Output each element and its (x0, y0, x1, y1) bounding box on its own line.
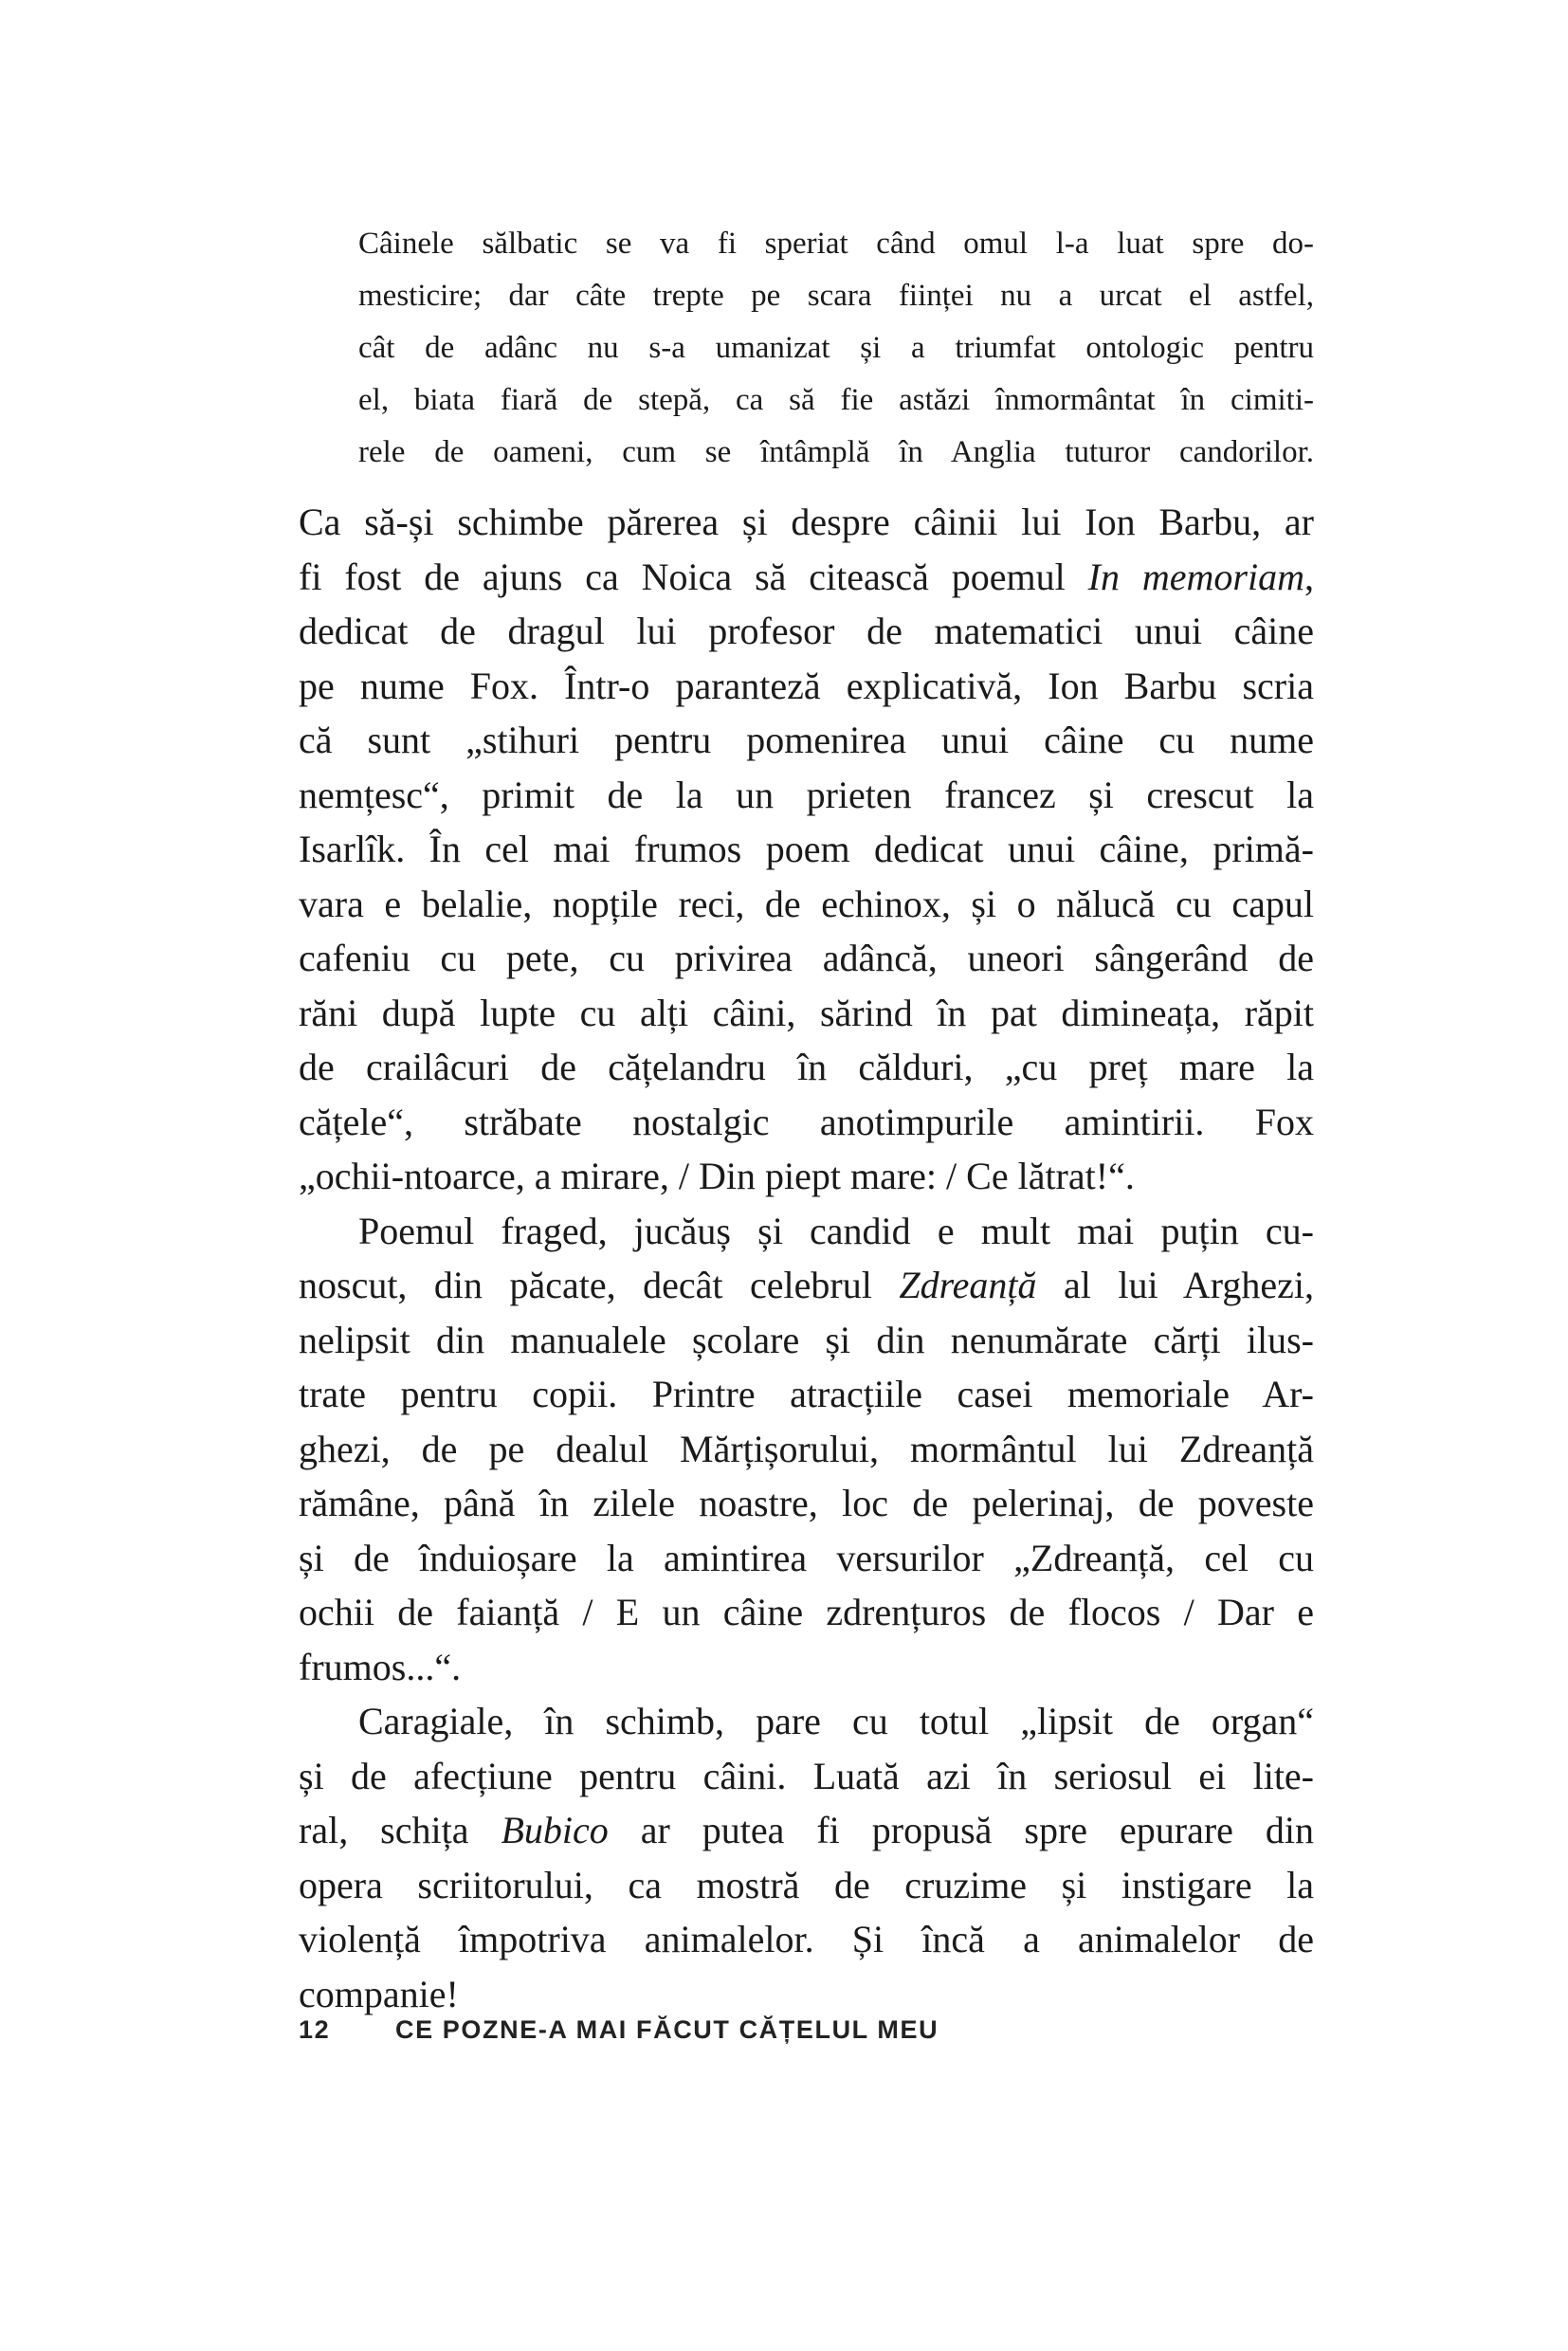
text-segment: Ca să-și schimbe părerea și despre câinii lui Ion Barbu, ar (299, 501, 1314, 543)
text-segment: de crailâcuri de cățelandru în călduri, „cu preț mare la (299, 1046, 1314, 1088)
text-line (299, 1204, 1314, 1259)
text-segment: al lui Arghezi, (1036, 1264, 1314, 1306)
text-segment: noscut, din păcate, decât celebrul (299, 1264, 900, 1306)
quote-line: rele de oameni, cum se întâmplă în Anglia tuturor candorilor. (358, 435, 1314, 469)
block-quote (358, 218, 1314, 479)
italic-title: Zdreanță (899, 1264, 1037, 1306)
text-segment: opera scriitorului, ca mostră de cruzime și instigare la (299, 1863, 1314, 1906)
text-line (299, 986, 1314, 1041)
text-line (299, 822, 1314, 877)
paragraph (299, 1694, 1314, 2021)
text-segment: rămâne, până în zilele noastre, loc de pelerinaj, de poveste (299, 1482, 1314, 1524)
text-line (299, 1313, 1314, 1368)
text-line (299, 1040, 1314, 1095)
text-line (299, 1858, 1314, 1913)
italic-title: In memoriam (1087, 555, 1304, 598)
text-line (299, 931, 1314, 986)
text-segment: răni după lupte cu alți câini, sărind în pat dimineața, răpit (299, 991, 1314, 1034)
text-line (299, 1367, 1314, 1422)
text-line (299, 768, 1314, 823)
text-line (299, 604, 1314, 659)
italic-title: Bubico (501, 1809, 609, 1851)
text-segment: companie! (299, 1972, 459, 2015)
text-segment: ghezi, de pe dealul Mărțișorului, mormântul lui Zdreanță (299, 1427, 1314, 1470)
text-line (299, 1749, 1314, 1804)
quote-line: el, biata fiară de stepă, ca să fie astăzi înmormântat în cimiti- (358, 383, 1314, 417)
body-text (299, 495, 1314, 2021)
text-segment: ar putea fi propusă spre epurare din (608, 1809, 1314, 1851)
text-segment: vara e belalie, nopțile reci, de echinox, și o nălucă cu capul (299, 882, 1314, 925)
text-line (299, 877, 1314, 932)
text-segment: cățele“, străbate nostalgic anotimpurile amintirii. Fox (299, 1100, 1314, 1143)
text-line (299, 1149, 1314, 1204)
page-number: 12 (299, 2015, 331, 2044)
text-line (299, 1422, 1314, 1477)
text-line (299, 1694, 1314, 1749)
text-segment: violență împotriva animalelor. Și încă a animalelor de (299, 1918, 1314, 1960)
text-segment: că sunt „stihuri pentru pomenirea unui câine cu nume (299, 719, 1314, 761)
text-segment: Caragiale, în schimb, pare cu totul „lipsit de organ“ (358, 1700, 1314, 1742)
quote-line: mesticire; dar câte trepte pe scara ființei nu a urcat el astfel, (358, 279, 1314, 313)
paragraph (299, 495, 1314, 1204)
text-segment: Isarlîk. În cel mai frumos poem dedicat unui câine, primă- (299, 828, 1314, 870)
text-line (299, 1967, 1314, 2022)
text-segment: Poemul fraged, jucăuș și candid e mult mai puțin cu- (358, 1209, 1314, 1252)
running-title: CE POZNE-A MAI FĂCUT CĂȚELUL MEU (395, 2015, 939, 2044)
text-segment: ral, schița (299, 1809, 501, 1851)
text-line (299, 550, 1314, 605)
text-line (299, 495, 1314, 550)
text-segment: nemțesc“, primit de la un prieten francez și crescut la (299, 773, 1314, 816)
text-line (299, 1803, 1314, 1858)
text-segment: dedicat de dragul lui profesor de matematici unui câine (299, 610, 1314, 652)
text-segment: fi fost de ajuns ca Noica să citească poemul (299, 555, 1088, 598)
text-line (299, 713, 1314, 768)
text-segment: nelipsit din manualele școlare și din nenumărate cărți ilus- (299, 1318, 1314, 1361)
text-segment: trate pentru copii. Printre atracțiile casei memoriale Ar- (299, 1373, 1314, 1415)
text-line (299, 1640, 1314, 1695)
text-line (299, 1912, 1314, 1967)
quote-line: Câinele sălbatic se va fi speriat când omul l-a luat spre do- (358, 227, 1314, 261)
text-segment: și de afecțiune pentru câini. Luată azi în seriosul ei lite- (299, 1754, 1314, 1797)
text-segment: cafeniu cu pete, cu privirea adâncă, uneori sângerând de (299, 937, 1314, 979)
text-line (299, 659, 1314, 714)
text-line (299, 1095, 1314, 1150)
text-line (299, 1531, 1314, 1586)
text-line (299, 1476, 1314, 1531)
quote-line: cât de adânc nu s-a umanizat și a triumfat ontologic pentru (358, 331, 1314, 365)
text-line (299, 1258, 1314, 1313)
text-segment: , (1304, 555, 1314, 598)
text-segment: și de înduioșare la amintirea versurilor „Zdreanță, cel cu (299, 1536, 1314, 1579)
paragraph (299, 1204, 1314, 1695)
text-segment: „ochii-ntoarce, a mirare, / Din piept mare: / Ce lătrat!“. (299, 1155, 1135, 1197)
text-segment: ochii de faianță / E un câine zdrențuros de flocos / Dar e (299, 1591, 1314, 1633)
text-line (299, 1585, 1314, 1640)
text-segment: frumos...“. (299, 1645, 462, 1688)
text-segment: pe nume Fox. Într-o paranteză explicativă, Ion Barbu scria (299, 664, 1314, 707)
